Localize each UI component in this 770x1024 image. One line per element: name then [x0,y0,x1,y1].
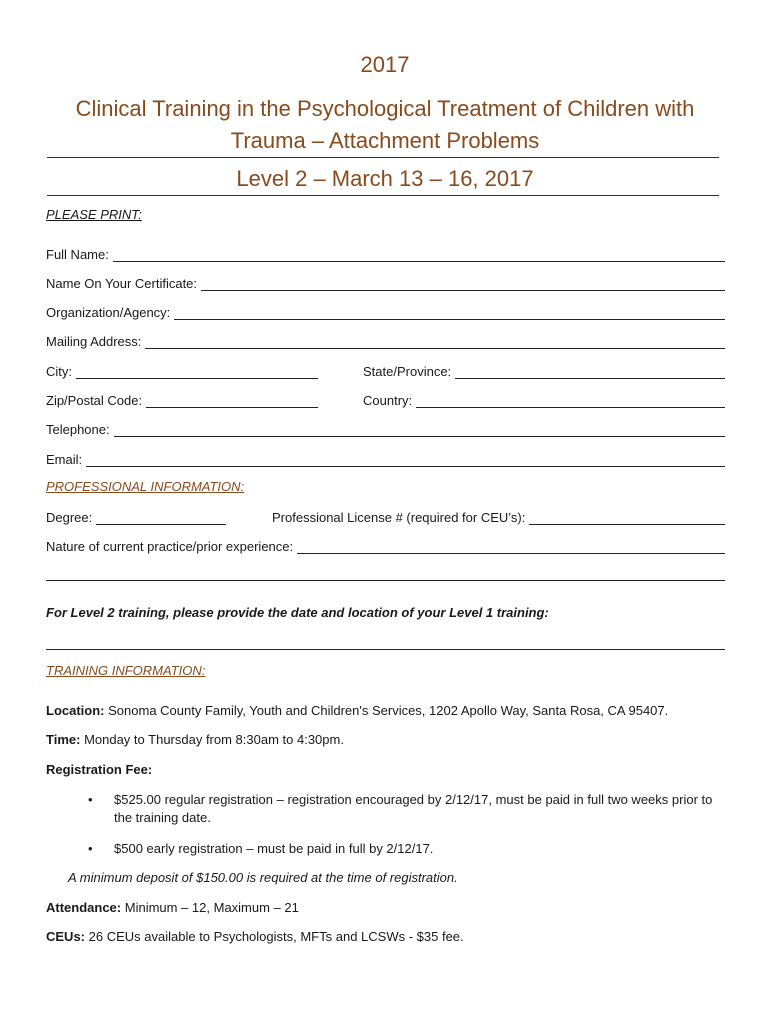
attendance-value: Minimum – 12, Maximum – 21 [124,900,299,915]
location-label: Location: [46,703,105,718]
country-field[interactable] [363,390,725,408]
mailing-address-label: Mailing Address: [46,334,142,349]
city-label: City: [46,364,72,379]
location-value: Sonoma County Family, Youth and Children's Services, 1202 Apollo Way, Santa Rosa, CA 95407. [108,703,669,718]
country-input-line[interactable] [416,393,725,408]
attendance-label: Attendance: [46,900,122,915]
mailing-address-input-line[interactable] [145,334,725,349]
zip-field[interactable] [46,390,318,408]
bullet-icon: • [88,792,93,807]
deposit-note: A minimum deposit of $150.00 is required at the time of registration. [68,870,458,885]
practice-experience-label: Nature of current practice/prior experience: [46,539,294,554]
ceu-line [46,929,464,944]
ceu-value: 26 CEUs available to Psychologists, MFTs and LCSWs - $35 fee. [88,929,464,944]
fee-item-text: $525.00 regular registration – registration encouraged by 2/12/17, must be paid in full two weeks prior to the training date. [114,792,713,825]
full-name-label: Full Name: [46,247,109,262]
practice-experience-extra-line[interactable] [46,580,725,581]
title-divider [47,157,719,158]
registration-fee-label-text: Registration Fee: [46,762,153,777]
state-label: State/Province: [363,364,452,379]
ceu-label: CEUs: [46,929,86,944]
attendance-line [46,900,299,915]
practice-experience-input-line[interactable] [297,539,725,554]
degree-field[interactable] [46,507,226,525]
professional-info-heading: PROFESSIONAL INFORMATION: [46,479,245,494]
telephone-field[interactable] [46,419,725,437]
fee-item-text: $500 early registration – must be paid in full by 2/12/17. [114,841,434,856]
time-label: Time: [46,732,81,747]
organization-field[interactable] [46,302,725,320]
full-name-input-line[interactable] [113,247,725,262]
please-print-label: PLEASE PRINT: [46,207,142,222]
certificate-name-input-line[interactable] [201,276,725,291]
license-label: Professional License # (required for CEU’s): [272,510,526,525]
zip-input-line[interactable] [146,393,318,408]
level-date-heading: Level 2 – March 13 – 16, 2017 [236,166,534,191]
email-field[interactable] [46,449,725,467]
email-label: Email: [46,452,83,467]
level1-input-line[interactable] [46,649,725,650]
level1-prompt: For Level 2 training, please provide the date and location of your Level 1 training: [46,605,549,620]
city-input-line[interactable] [76,364,318,379]
telephone-label: Telephone: [46,422,110,437]
country-label: Country: [363,393,413,408]
telephone-input-line[interactable] [114,422,725,437]
organization-label: Organization/Agency: [46,305,171,320]
state-field[interactable] [363,361,725,379]
license-input-line[interactable] [529,510,725,525]
degree-input-line[interactable] [96,510,226,525]
license-field[interactable] [272,507,725,525]
level-divider [47,195,719,196]
bullet-icon: • [88,841,93,856]
practice-experience-field[interactable] [46,536,725,554]
organization-input-line[interactable] [174,305,725,320]
full-name-field[interactable] [46,244,725,262]
registration-fee-label [46,762,152,777]
form-title: Clinical Training in the Psychological Treatment of Children with Trauma – Attachment Problems [75,96,695,153]
email-input-line[interactable] [86,452,725,467]
certificate-name-label: Name On Your Certificate: [46,276,198,291]
certificate-name-field[interactable] [46,273,725,291]
form-year: 2017 [360,52,410,77]
mailing-address-field[interactable] [46,331,725,349]
training-info-heading: TRAINING INFORMATION: [46,663,206,678]
time-value: Monday to Thursday from 8:30am to 4:30pm. [84,732,344,747]
state-input-line[interactable] [455,364,725,379]
city-field[interactable] [46,361,318,379]
location-line [46,703,668,718]
time-line [46,732,344,747]
degree-label: Degree: [46,510,93,525]
zip-label: Zip/Postal Code: [46,393,143,408]
